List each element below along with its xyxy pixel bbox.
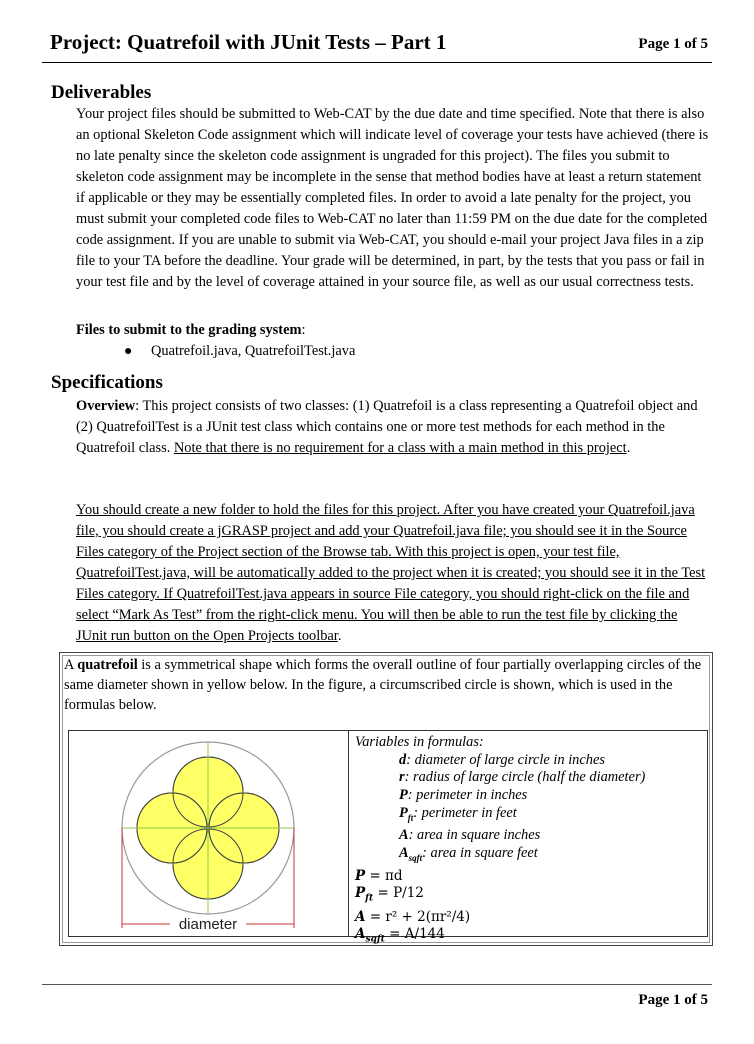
quatrefoil-description: A quatrefoil is a symmetrical shape which forms the overall outline of four partially overlapping circles of the same diameter shown in yellow below. In the figure, a circumscribed circle is shown, which is used in the formulas below. xyxy=(64,657,702,713)
project-setup-paragraph: You should create a new folder to hold the files for this project. After you have created your Quatrefoil.java file, you should create a jGRASP project and add your Quatrefoil.java file; you should see it in the Source Files category of the Project section of the Browse tab. With this project is open, your test file, QuatrefoilTest.java, will be automatically added to the project when it is created; you should see it in the Test Files category. If QuatrefoilTest.java appears in source File category, you should right-click on the file and select “Mark As Test” from the right-click menu. You will then be able to run the test file by clicking the JUnit run button on the Open Projects toolbar. xyxy=(76,502,706,644)
deliverables-paragraph: Your project files should be submitted to Web-CAT by the due date and time specified. Note that there is also an optional Skeleton Code assignment which will indicate level of coverage your tests have achieved (there is no late penalty since the skeleton code assignment is ungraded for this project). The files you submit to skeleton code assignment may be incomplete in the sense that method bodies have at least a return statement if applicable or they may be essentially completed files. In order to avoid a late penalty for the project, you must submit your completed code files to Web-CAT no later than 11:59 PM on the due date for the completed code assignment. If you are unable to submit via Web-CAT, you should e-mail your project Java files in a zip file to your TA before the deadline. Your grade will be determined, in part, by the tests that you pass or fail in your test file and by the level of coverage attained in your source file, as well as our usual correctness tests. xyxy=(76,106,709,290)
page-header xyxy=(42,28,712,63)
deliverables-heading: Deliverables xyxy=(51,82,152,103)
footer-page-number: Page 1 of 5 xyxy=(638,992,708,1008)
header-page-number: Page 1 of 5 xyxy=(638,36,708,52)
quatrefoil-figure xyxy=(70,732,346,934)
footer-divider xyxy=(42,984,712,985)
formula-area: A = r² + 2(πr²/4) xyxy=(355,908,471,925)
table-divider xyxy=(348,730,349,936)
formula-area-sqft: $A_{sqft} = A/144$ xyxy=(355,926,445,946)
document-title: Project: Quatrefoil with JUnit Tests – Part 1 xyxy=(50,30,447,54)
files-to-submit-label: Files to submit to the grading system: xyxy=(76,322,306,338)
formula-perimeter: P = πd xyxy=(355,867,403,884)
overview-paragraph: Overview: This project consists of two classes: (1) Quatrefoil is a class representing a Quatrefoil object and (2) QuatrefoilTest is a JUnit test class which contains one or more test methods for each method in the Quatrefoil class. Note that there is no requirement for a class with a main method in this project. xyxy=(76,398,698,456)
formula-perimeter-feet: $P_{ft} = P/12$ xyxy=(355,885,424,905)
variables-title: Variables in formulas: xyxy=(355,734,484,750)
variables-legend: Variables in formulas: d: diameter of large circle in inches r: radius of large circle (half the diameter) P: perimeter in inches $P_{ft}$: perimeter in feet A: area in square inches $A_{sqft}$: area in square feet P = πd $P_{ft} = P/12$ A = r² + 2(πr²/4) $A_{sqft} = A/144$ xyxy=(355,734,645,950)
diameter-label: diameter xyxy=(178,916,238,933)
files-list-item: Quatrefoil.java, QuatrefoilTest.java xyxy=(151,343,356,359)
bullet-icon: ● xyxy=(124,344,133,359)
specifications-heading: Specifications xyxy=(51,372,163,393)
